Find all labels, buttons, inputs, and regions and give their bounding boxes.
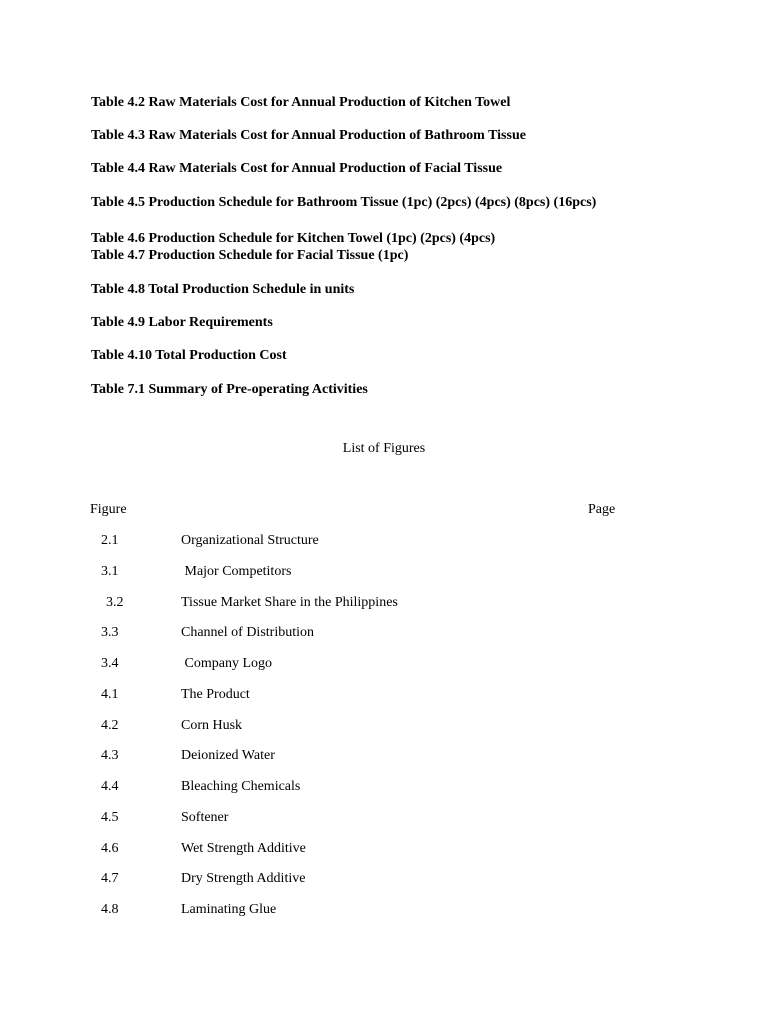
figure-row	[0, 595, 768, 611]
figure-title: Deionized Water	[181, 748, 275, 763]
table-entry: Table 4.2 Raw Materials Cost for Annual Production of Kitchen Towel	[91, 95, 511, 110]
table-entry: Table 4.5 Production Schedule for Bathroom Tissue (1pc) (2pcs) (4pcs) (8pcs) (16pcs)	[91, 195, 597, 210]
figure-number: 4.4	[101, 779, 119, 794]
table-entry: Table 4.6 Production Schedule for Kitchen Towel (1pc) (2pcs) (4pcs)	[91, 231, 496, 246]
figure-title: Company Logo	[181, 656, 272, 671]
figure-row	[0, 748, 768, 764]
figure-row	[0, 625, 768, 641]
figure-row	[0, 779, 768, 795]
figure-number: 3.3	[101, 625, 119, 640]
figure-row	[0, 871, 768, 887]
page-column-header: Page	[588, 502, 616, 517]
figure-number: 3.1	[101, 564, 119, 579]
table-entry: Table 4.8 Total Production Schedule in units	[91, 282, 355, 297]
figure-row	[0, 687, 768, 703]
figure-title: Wet Strength Additive	[181, 841, 306, 856]
figure-title: Dry Strength Additive	[181, 871, 306, 886]
figure-number: 4.6	[101, 841, 119, 856]
figure-number: 3.4	[101, 656, 119, 671]
figure-row	[0, 656, 768, 672]
list-of-figures-title: List of Figures	[342, 441, 426, 456]
figure-title: Channel of Distribution	[181, 625, 314, 640]
figure-row	[0, 841, 768, 857]
figure-title: The Product	[181, 687, 250, 702]
figure-row	[0, 564, 768, 580]
figure-number: 4.3	[101, 748, 119, 763]
figure-column-header: Figure	[90, 502, 127, 517]
table-entry: Table 4.9 Labor Requirements	[91, 315, 273, 330]
table-entry: Table 4.3 Raw Materials Cost for Annual Production of Bathroom Tissue	[91, 128, 526, 143]
figure-title: Laminating Glue	[181, 902, 277, 917]
figure-row	[0, 718, 768, 734]
table-entry: Table 4.10 Total Production Cost	[91, 348, 287, 363]
figure-title: Major Competitors	[181, 564, 292, 579]
figure-number: 4.8	[101, 902, 119, 917]
figure-row	[0, 810, 768, 826]
figure-number: 4.2	[101, 718, 119, 733]
figure-title: Organizational Structure	[181, 533, 319, 548]
figure-number: 3.2	[106, 595, 124, 610]
table-entry: Table 7.1 Summary of Pre-operating Activities	[91, 382, 368, 397]
figure-number: 4.5	[101, 810, 119, 825]
figure-number: 2.1	[101, 533, 119, 548]
figure-title: Tissue Market Share in the Philippines	[181, 595, 398, 610]
table-entry: Table 4.4 Raw Materials Cost for Annual Production of Facial Tissue	[91, 161, 503, 176]
figure-title: Softener	[181, 810, 229, 825]
figure-number: 4.7	[101, 871, 119, 886]
figure-row	[0, 902, 768, 918]
figure-title: Bleaching Chemicals	[181, 779, 301, 794]
figure-number: 4.1	[101, 687, 119, 702]
figure-row	[0, 533, 768, 549]
table-entry: Table 4.7 Production Schedule for Facial Tissue (1pc)	[91, 248, 409, 263]
figure-title: Corn Husk	[181, 718, 243, 733]
